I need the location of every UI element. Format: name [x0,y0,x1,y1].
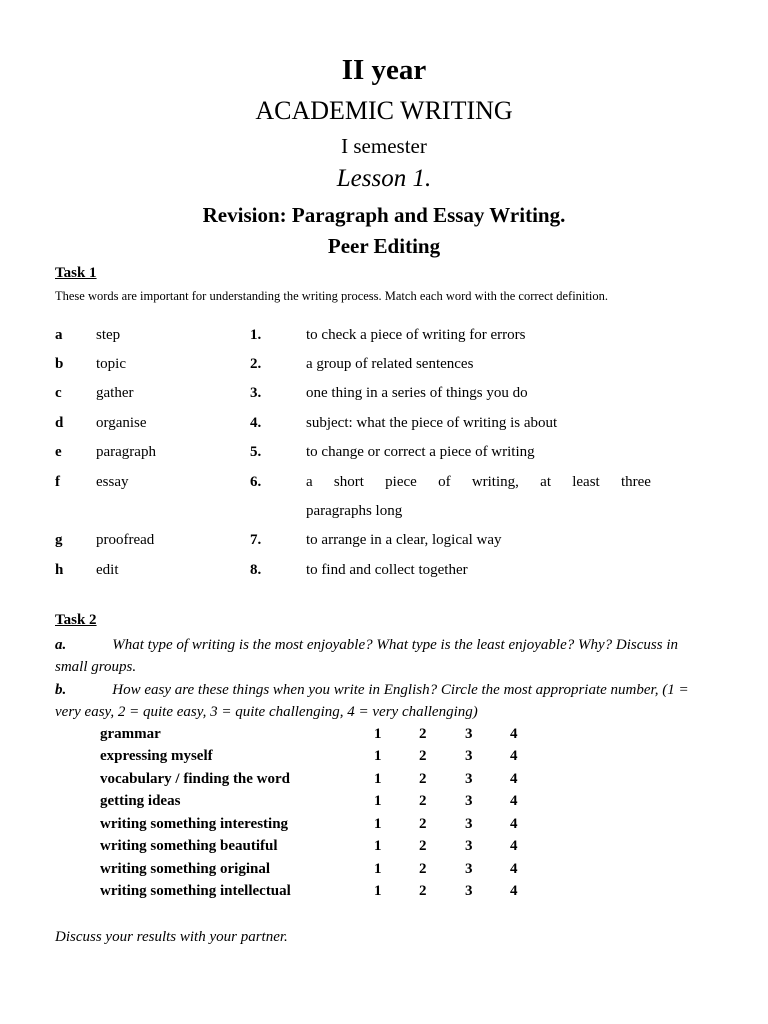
task1-title: Task 1 [55,265,97,281]
rating-row [0,861,768,883]
rating-option: 4 [510,771,518,787]
match-number: 1. [250,327,262,343]
match-definition: one thing in a series of things you do [306,385,528,401]
rating-item: expressing myself [100,748,213,764]
rating-option: 1 [374,816,382,832]
year-heading: II year [341,54,427,86]
match-number: 8. [250,562,262,578]
rating-option: 3 [465,816,473,832]
match-word: gather [96,385,134,401]
match-letter: g [55,532,63,548]
rating-row [0,816,768,838]
match-row [0,444,768,474]
match-definition: to check a piece of writing for errors [306,327,526,343]
rating-option: 2 [419,883,427,899]
rating-row [0,748,768,770]
match-word: step [96,327,121,343]
match-letter: h [55,562,64,578]
rating-item: writing something intellectual [100,883,291,899]
question-a-label: a. [55,637,67,653]
rating-option: 1 [374,748,382,764]
match-number: 3. [250,385,262,401]
match-definition: to find and collect together [306,562,468,578]
rating-row [0,771,768,793]
match-letter: b [55,356,64,372]
match-row [0,356,768,386]
task2-title: Task 2 [55,612,97,628]
rating-item: writing something original [100,861,271,877]
topic-heading: Revision: Paragraph and Essay Writing. [202,203,566,227]
match-definition: a group of related sentences [306,356,474,372]
subject-heading: ACADEMIC WRITING [255,96,513,125]
rating-option: 3 [465,726,473,742]
match-letter: e [55,444,62,460]
rating-item: getting ideas [100,793,181,809]
rating-option: 1 [374,726,382,742]
rating-option: 4 [510,726,518,742]
rating-option: 1 [374,838,382,854]
rating-option: 4 [510,793,518,809]
match-word: topic [96,356,126,372]
question-b-label: b. [55,682,67,698]
match-row [0,562,768,592]
rating-row [0,883,768,905]
match-row [0,385,768,415]
lesson-heading: Lesson 1. [336,165,432,192]
match-definition: subject: what the piece of writing is about [306,415,558,431]
match-letter: d [55,415,64,431]
rating-option: 3 [465,838,473,854]
rating-option: 4 [510,861,518,877]
question-b-text: How easy are these things when you write in English? Circle the most appropriate number, (1 = very easy, 2 = quite easy, 3 = quite challenging, 4 = very challenging) [55,682,689,720]
match-word: edit [96,562,119,578]
rating-option: 3 [465,883,473,899]
rating-item: grammar [100,726,161,742]
rating-option: 4 [510,748,518,764]
match-word: organise [96,415,147,431]
match-row [0,532,768,562]
rating-option: 2 [419,816,427,832]
rating-option: 1 [374,793,382,809]
rating-row [0,726,768,748]
match-definition-continued: paragraphs long [306,503,403,519]
rating-item: writing something beautiful [100,838,278,854]
rating-option: 3 [465,793,473,809]
rating-item: writing something interesting [100,816,289,832]
match-letter: f [55,474,60,490]
rating-option: 3 [465,861,473,877]
match-row [0,474,768,504]
match-letter: a [55,327,63,343]
rating-option: 4 [510,816,518,832]
closing-instruction: Discuss your results with your partner. [55,929,288,945]
rating-option: 4 [510,838,518,854]
match-row [0,327,768,357]
subtopic-heading: Peer Editing [327,234,441,258]
match-row [0,415,768,445]
rating-option: 2 [419,793,427,809]
match-number: 4. [250,415,262,431]
rating-option: 1 [374,771,382,787]
match-word: essay [96,474,129,490]
rating-option: 2 [419,726,427,742]
match-definition: a short piece of writing, at least three [306,474,651,490]
rating-option: 3 [465,748,473,764]
semester-heading: I semester [341,134,427,158]
match-number: 2. [250,356,262,372]
task2-question-b [55,679,712,723]
rating-option: 2 [419,861,427,877]
match-word: proofread [96,532,155,548]
match-letter: c [55,385,62,401]
match-number: 7. [250,532,262,548]
task2-question-a [55,634,712,678]
question-a-text: What type of writing is the most enjoyable? What type is the least enjoyable? Why? Discuss in small groups. [55,637,678,675]
match-definition: to change or correct a piece of writing [306,444,535,460]
rating-option: 1 [374,861,382,877]
rating-option: 2 [419,748,427,764]
match-definition: to arrange in a clear, logical way [306,532,502,548]
rating-option: 3 [465,771,473,787]
task1-instructions: These words are important for understanding the writing process. Match each word with the correct definition. [55,289,608,303]
rating-option: 4 [510,883,518,899]
match-number: 6. [250,474,262,490]
rating-option: 1 [374,883,382,899]
rating-item: vocabulary / finding the word [100,771,291,787]
rating-option: 2 [419,771,427,787]
rating-row [0,838,768,860]
rating-row [0,793,768,815]
match-number: 5. [250,444,262,460]
rating-option: 2 [419,838,427,854]
match-word: paragraph [96,444,156,460]
